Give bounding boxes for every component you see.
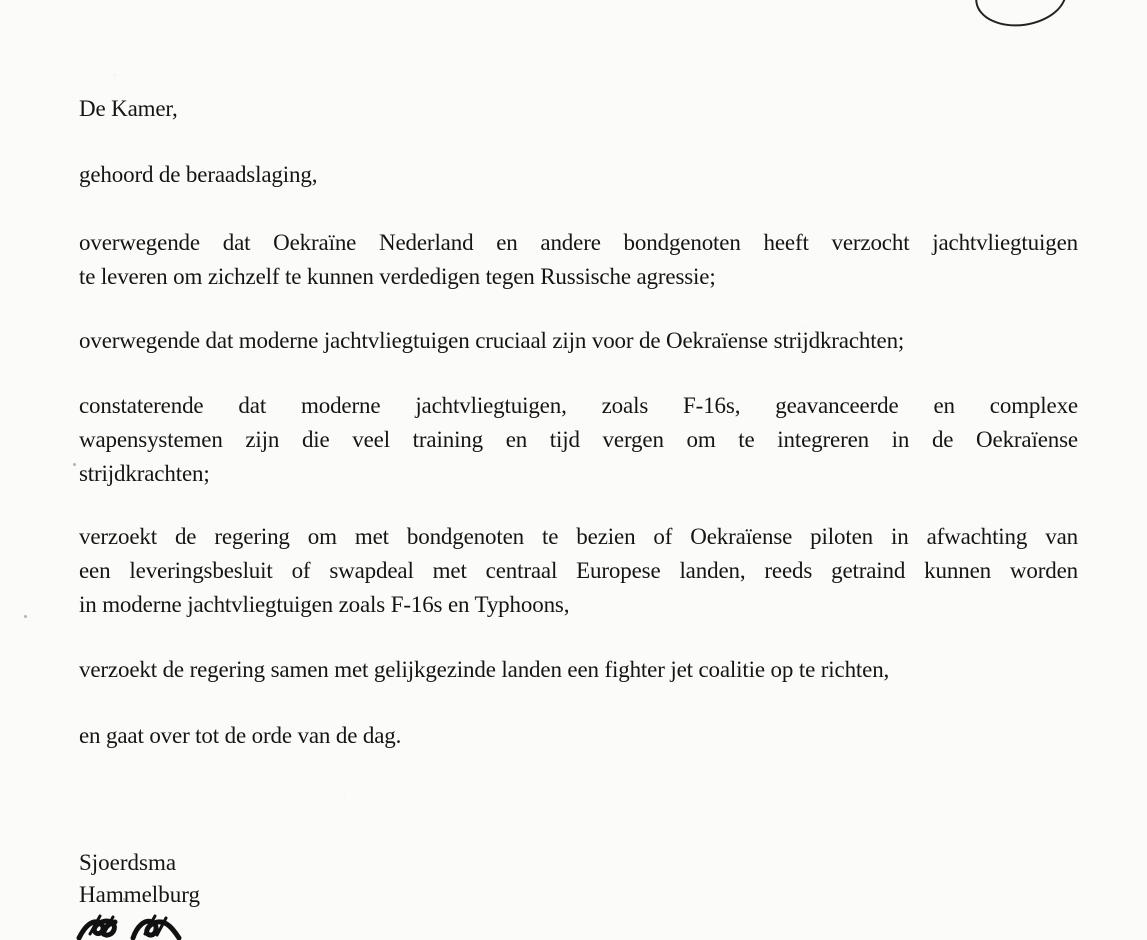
paragraph-1-line-1: overwegende dat Oekraïne Nederland en andere bondgenoten heeft verzocht jachtvliegtuigen — [79, 230, 1078, 255]
paragraph-3-line-1: constaterende dat moderne jachtvliegtuigen, zoals F-16s, geavanceerde en complexe — [79, 393, 1078, 418]
closing-line: en gaat over tot de orde van de dag. — [79, 723, 402, 748]
signatory-name: Sjoerdsma — [79, 850, 177, 875]
paragraph-1 — [79, 226, 1078, 294]
paragraph-4 — [79, 520, 1078, 622]
signatory-name: Hammelburg — [79, 882, 200, 907]
paragraph-4-line-1: verzoekt de regering om met bondgenoten te bezien of Oekraïense piloten in afwachting van — [79, 524, 1078, 549]
signature-scribble — [75, 904, 185, 940]
paragraph-5 — [79, 653, 1078, 687]
scan-speck — [123, 898, 126, 901]
intro-line: gehoord de beraadslaging, — [79, 162, 318, 187]
paragraph-4-line-3: in moderne jachtvliegtuigen zoals F-16s en Typhoons, — [79, 592, 570, 617]
paragraph-3-line-3: strijdkrachten; — [79, 461, 210, 486]
paragraph-1-line-2: te leveren om zichzelf te kunnen verdedigen tegen Russische agressie; — [79, 264, 716, 289]
paragraph-3 — [79, 389, 1078, 491]
scan-speck — [24, 615, 27, 618]
salutation: De Kamer, — [79, 96, 178, 121]
top-right-stamp-mark — [971, 0, 1070, 32]
paragraph-3-line-2: wapensystemen zijn die veel training en tijd vergen om te integreren in de Oekraïense — [79, 427, 1078, 452]
scan-speck — [73, 463, 76, 466]
paragraph-2 — [79, 324, 1078, 358]
signatory-list — [79, 847, 200, 911]
paragraph-5-line-1: verzoekt de regering samen met gelijkgezinde landen een fighter jet coalitie op te richten, — [79, 657, 890, 682]
paragraph-2-line-1: overwegende dat moderne jachtvliegtuigen cruciaal zijn voor de Oekraïense strijdkrachten; — [79, 328, 905, 353]
paragraph-4-line-2: een leveringsbesluit of swapdeal met centraal Europese landen, reeds getraind kunnen worden — [79, 558, 1078, 583]
